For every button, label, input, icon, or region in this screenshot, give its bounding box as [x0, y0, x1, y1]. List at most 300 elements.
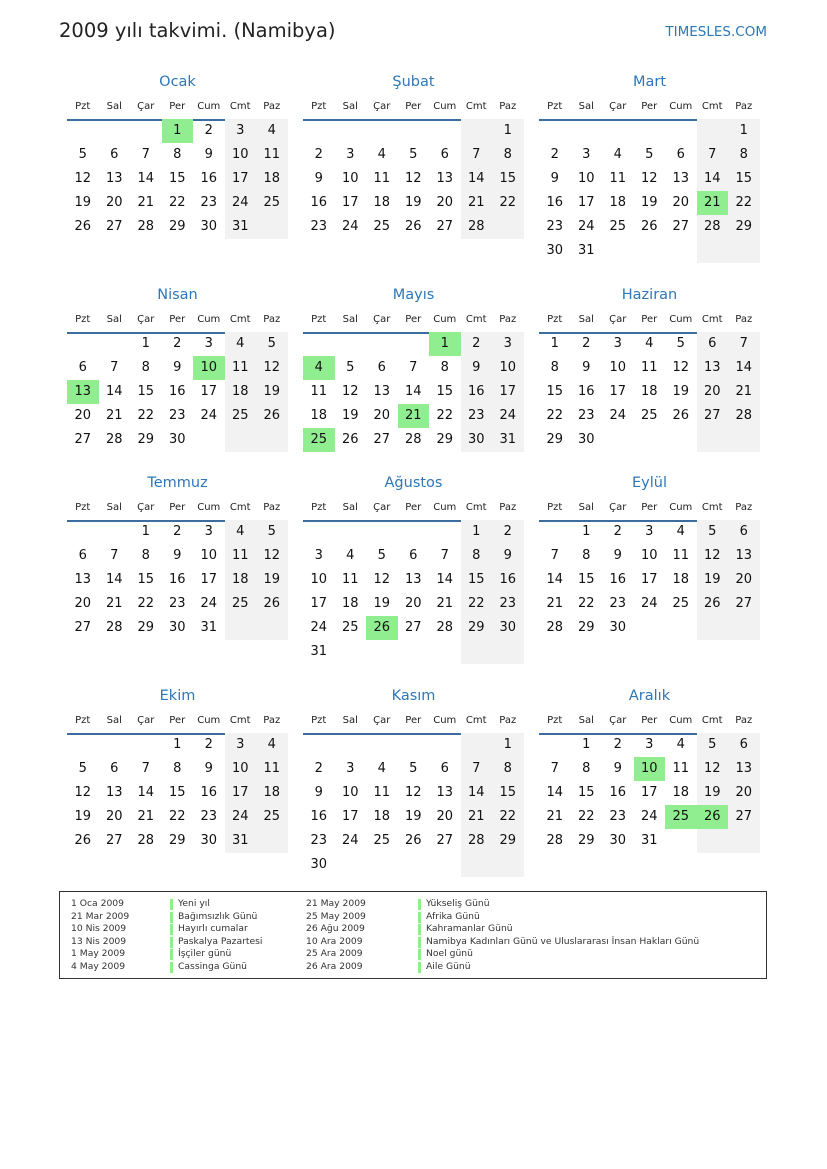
day-cell: 15: [168, 785, 186, 800]
day-cell: 23: [200, 809, 218, 824]
day-cell: 9: [461, 356, 493, 380]
day-cell: 6: [440, 147, 449, 162]
day-cell: 27: [404, 620, 422, 635]
weekday-label: Sal: [342, 101, 358, 112]
weekend-empty-cell: [461, 640, 493, 664]
legend-row: [306, 936, 827, 949]
day-cell: 24: [640, 596, 658, 611]
weekday-label: Sal: [106, 314, 122, 325]
day-cell: 13: [105, 171, 123, 186]
day-cell: 2: [613, 524, 622, 539]
day-cell: 29: [728, 215, 760, 239]
day-cell: 2: [314, 761, 323, 776]
day-cell: 7: [440, 548, 449, 563]
weekday-label: Paz: [263, 101, 281, 112]
day-cell: 1: [461, 520, 493, 544]
day-cell: 7: [728, 332, 760, 356]
day-cell: 13: [404, 572, 422, 587]
day-cell: 15: [577, 785, 595, 800]
day-cell: 16: [200, 785, 218, 800]
day-cell: 3: [225, 733, 257, 757]
weekend-empty-cell: [697, 119, 729, 143]
month-5: [303, 287, 524, 497]
day-cell: 19: [74, 809, 92, 824]
day-cell: 28: [436, 620, 454, 635]
day-cell: 21: [105, 596, 123, 611]
legend-date: 1 Oca 2009: [71, 898, 124, 909]
day-cell: 3: [314, 548, 323, 563]
day-cell: 27: [436, 833, 454, 848]
day-cell: 24: [225, 805, 257, 829]
day-cell: 2: [461, 332, 493, 356]
day-cell: 17: [341, 809, 359, 824]
day-cell: 2: [582, 336, 591, 351]
day-cell: 11: [225, 544, 257, 568]
legend-holiday-name: Yükseliş Günü: [426, 898, 490, 909]
day-cell: 16: [546, 195, 564, 210]
day-cell: 16: [310, 809, 328, 824]
day-cell: 26: [256, 592, 288, 616]
weekday-label: Pzt: [75, 314, 91, 325]
legend-marker: [170, 899, 173, 910]
weekday-label: Paz: [263, 502, 281, 513]
day-cell: 16: [577, 384, 595, 399]
day-cell: 31: [200, 620, 218, 635]
month-name: Ocak: [159, 74, 196, 90]
day-cell: 13: [373, 384, 391, 399]
day-cell: 12: [697, 544, 729, 568]
day-cell: 16: [168, 572, 186, 587]
day-cell: 21: [461, 805, 493, 829]
weekend-empty-cell: [697, 239, 729, 263]
weekday-header: [303, 314, 524, 334]
day-cell: 7: [141, 761, 150, 776]
weekend-empty-cell: [697, 616, 729, 640]
weekday-label: Cum: [669, 101, 693, 112]
weekend-empty-cell: [728, 829, 760, 853]
weekday-label: Cum: [669, 314, 693, 325]
weekday-header: [539, 715, 760, 735]
day-cell: 28: [546, 833, 564, 848]
weekday-label: Sal: [578, 101, 594, 112]
day-cell: 13: [728, 757, 760, 781]
month-8: [303, 475, 524, 685]
day-cell: 20: [105, 809, 123, 824]
day-cell: 14: [461, 167, 493, 191]
day-cell: 4: [645, 336, 654, 351]
day-cell: 19: [697, 568, 729, 592]
day-cell: 24: [640, 809, 658, 824]
day-cell: 22: [728, 191, 760, 215]
day-cell: 18: [373, 195, 391, 210]
day-cell: 19: [404, 195, 422, 210]
day-cell: 10: [640, 548, 658, 563]
weekday-label: Çar: [373, 101, 391, 112]
day-cell: 1: [141, 336, 150, 351]
day-cell: 27: [105, 219, 123, 234]
day-cell: 4: [225, 520, 257, 544]
day-cell: 26: [672, 408, 690, 423]
day-cell: 24: [200, 408, 218, 423]
weekend-empty-cell: [492, 853, 524, 877]
day-cell: 28: [546, 620, 564, 635]
legend-row: [306, 898, 827, 911]
day-cell: 11: [341, 572, 359, 587]
day-cell: 26: [341, 432, 359, 447]
day-cell: 17: [640, 572, 658, 587]
day-cell: 25: [672, 596, 690, 611]
day-cell: 29: [577, 620, 595, 635]
day-cell: 13: [436, 785, 454, 800]
day-cell: 19: [697, 781, 729, 805]
weekend-empty-cell: [256, 428, 288, 452]
holiday-day-cell: 25: [303, 428, 335, 452]
day-cell: 19: [404, 809, 422, 824]
day-cell: 17: [225, 781, 257, 805]
weekday-label: Çar: [609, 314, 627, 325]
day-cell: 18: [225, 380, 257, 404]
day-cell: 11: [256, 143, 288, 167]
day-cell: 20: [404, 596, 422, 611]
day-cell: 14: [728, 356, 760, 380]
day-cell: 9: [204, 761, 213, 776]
day-cell: 26: [256, 404, 288, 428]
day-cell: 19: [640, 195, 658, 210]
day-cell: 18: [256, 781, 288, 805]
weekday-header: [539, 101, 760, 121]
day-cell: 22: [168, 195, 186, 210]
day-cell: 14: [546, 785, 564, 800]
day-cell: 17: [310, 596, 328, 611]
weekday-label: Pzt: [547, 715, 563, 726]
weekday-label: Per: [169, 502, 186, 513]
weekday-label: Sal: [106, 502, 122, 513]
day-cell: 26: [404, 219, 422, 234]
weekday-label: Sal: [342, 314, 358, 325]
weekday-label: Pzt: [75, 101, 91, 112]
day-cell: 9: [204, 147, 213, 162]
day-cell: 5: [409, 147, 418, 162]
day-cell: 18: [640, 384, 658, 399]
day-cell: 5: [256, 332, 288, 356]
weekday-label: Cmt: [701, 314, 723, 325]
month-3: [539, 74, 760, 284]
day-cell: 11: [373, 171, 391, 186]
day-cell: 7: [461, 143, 493, 167]
day-cell: 20: [436, 809, 454, 824]
day-cell: 26: [640, 219, 658, 234]
weekday-label: Sal: [342, 502, 358, 513]
day-cell: 8: [550, 360, 559, 375]
weekday-label: Çar: [137, 502, 155, 513]
day-cell: 24: [492, 404, 524, 428]
weekday-header: [539, 502, 760, 522]
day-cell: 10: [577, 171, 595, 186]
day-cell: 29: [168, 833, 186, 848]
legend-marker: [418, 949, 421, 960]
day-cell: 18: [341, 596, 359, 611]
weekday-label: Pzt: [75, 715, 91, 726]
day-cell: 12: [672, 360, 690, 375]
day-cell: 4: [256, 119, 288, 143]
day-cell: 20: [436, 195, 454, 210]
day-cell: 27: [436, 219, 454, 234]
weekday-label: Cmt: [465, 715, 487, 726]
day-cell: 11: [640, 360, 658, 375]
day-cell: 1: [173, 737, 182, 752]
day-cell: 14: [436, 572, 454, 587]
day-cell: 25: [256, 805, 288, 829]
day-cell: 20: [105, 195, 123, 210]
day-cell: 20: [728, 568, 760, 592]
day-cell: 19: [256, 380, 288, 404]
day-cell: 30: [310, 857, 328, 872]
day-cell: 6: [110, 761, 119, 776]
day-cell: 24: [225, 191, 257, 215]
day-cell: 23: [577, 408, 595, 423]
legend-row: [306, 948, 827, 961]
weekend-empty-cell: [492, 640, 524, 664]
day-cell: 17: [609, 384, 627, 399]
day-cell: 11: [225, 356, 257, 380]
day-cell: 9: [582, 360, 591, 375]
weekday-label: Çar: [609, 715, 627, 726]
weekday-label: Cum: [433, 502, 457, 513]
day-cell: 1: [728, 119, 760, 143]
day-cell: 7: [110, 360, 119, 375]
day-cell: 30: [168, 620, 186, 635]
day-cell: 22: [492, 191, 524, 215]
weekday-label: Sal: [578, 502, 594, 513]
weekday-label: Paz: [735, 502, 753, 513]
day-cell: 15: [461, 568, 493, 592]
day-cell: 23: [609, 809, 627, 824]
month-name: Temmuz: [147, 475, 208, 491]
day-cell: 8: [141, 548, 150, 563]
day-cell: 8: [173, 147, 182, 162]
day-cell: 18: [225, 568, 257, 592]
weekday-label: Pzt: [311, 314, 327, 325]
day-cell: 7: [550, 761, 559, 776]
day-cell: 8: [728, 143, 760, 167]
legend-holiday-name: İşçiler günü: [178, 948, 232, 959]
weekday-label: Paz: [499, 101, 517, 112]
day-cell: 22: [546, 408, 564, 423]
day-cell: 2: [204, 737, 213, 752]
legend-column: [306, 898, 827, 973]
legend-row: [306, 911, 827, 924]
day-cell: 10: [341, 785, 359, 800]
day-cell: 30: [200, 219, 218, 234]
day-cell: 4: [676, 524, 685, 539]
day-cell: 28: [137, 833, 155, 848]
day-cell: 18: [373, 809, 391, 824]
day-cell: 14: [105, 572, 123, 587]
weekday-label: Cmt: [701, 101, 723, 112]
weekday-label: Per: [641, 715, 658, 726]
day-cell: 27: [672, 219, 690, 234]
weekday-label: Pzt: [75, 502, 91, 513]
day-cell: 5: [645, 147, 654, 162]
weekday-label: Çar: [373, 715, 391, 726]
day-cell: 11: [256, 757, 288, 781]
weekday-label: Cum: [197, 715, 221, 726]
weekday-label: Per: [169, 101, 186, 112]
day-cell: 17: [341, 195, 359, 210]
legend-holiday-name: Noel günü: [426, 948, 473, 959]
holiday-day-cell: 26: [366, 616, 398, 640]
day-cell: 23: [168, 596, 186, 611]
day-cell: 5: [697, 733, 729, 757]
day-cell: 3: [346, 761, 355, 776]
holiday-day-cell: 25: [665, 805, 697, 829]
day-cell: 31: [225, 215, 257, 239]
weekend-empty-cell: [461, 853, 493, 877]
day-cell: 4: [256, 733, 288, 757]
day-cell: 7: [110, 548, 119, 563]
weekday-label: Çar: [609, 101, 627, 112]
day-cell: 5: [78, 147, 87, 162]
weekend-empty-cell: [728, 616, 760, 640]
legend-holiday-name: Kahramanlar Günü: [426, 923, 513, 934]
day-cell: 5: [256, 520, 288, 544]
day-cell: 13: [436, 171, 454, 186]
weekday-label: Çar: [373, 314, 391, 325]
day-cell: 29: [492, 829, 524, 853]
legend-date: 1 May 2009: [71, 948, 126, 959]
day-cell: 1: [582, 524, 591, 539]
day-cell: 28: [404, 432, 422, 447]
month-name: Haziran: [621, 287, 678, 303]
day-cell: 12: [74, 171, 92, 186]
day-cell: 8: [492, 757, 524, 781]
day-cell: 5: [78, 761, 87, 776]
day-cell: 10: [225, 143, 257, 167]
day-cell: 14: [137, 171, 155, 186]
day-cell: 6: [728, 520, 760, 544]
day-cell: 17: [225, 167, 257, 191]
month-6: [539, 287, 760, 497]
weekday-label: Çar: [609, 502, 627, 513]
weekday-label: Cum: [433, 314, 457, 325]
legend-marker: [170, 912, 173, 923]
weekday-label: Cmt: [465, 502, 487, 513]
day-cell: 4: [377, 761, 386, 776]
weekday-label: Per: [405, 101, 422, 112]
weekday-label: Paz: [735, 715, 753, 726]
holiday-day-cell: 21: [697, 191, 729, 215]
day-cell: 22: [577, 596, 595, 611]
legend-date: 25 May 2009: [306, 910, 366, 922]
day-cell: 14: [404, 384, 422, 399]
day-cell: 24: [341, 833, 359, 848]
brand-link[interactable]: TIMESLES.COM: [665, 24, 767, 40]
day-cell: 25: [609, 219, 627, 234]
day-cell: 15: [577, 572, 595, 587]
day-cell: 11: [672, 761, 690, 776]
day-cell: 12: [256, 544, 288, 568]
weekday-label: Sal: [106, 715, 122, 726]
day-cell: 23: [461, 404, 493, 428]
holiday-day-cell: 26: [697, 805, 729, 829]
weekday-label: Per: [405, 502, 422, 513]
day-cell: 9: [314, 785, 323, 800]
day-cell: 31: [640, 833, 658, 848]
day-cell: 23: [310, 833, 328, 848]
day-cell: 14: [697, 167, 729, 191]
day-cell: 15: [728, 167, 760, 191]
day-cell: 21: [546, 596, 564, 611]
day-cell: 4: [676, 737, 685, 752]
day-cell: 30: [461, 428, 493, 452]
weekend-empty-cell: [728, 428, 760, 452]
legend-date: 25 Ara 2009: [306, 948, 363, 959]
day-cell: 20: [697, 380, 729, 404]
weekday-label: Per: [405, 314, 422, 325]
holiday-legend: [59, 891, 767, 979]
day-cell: 29: [137, 620, 155, 635]
day-cell: 5: [377, 548, 386, 563]
weekday-label: Cmt: [229, 502, 251, 513]
legend-marker: [418, 899, 421, 910]
day-cell: 12: [404, 785, 422, 800]
day-cell: 9: [173, 360, 182, 375]
weekday-label: Cum: [197, 502, 221, 513]
day-cell: 17: [640, 785, 658, 800]
legend-date: 26 Ağu 2009: [306, 923, 365, 934]
day-cell: 13: [728, 544, 760, 568]
month-name: Mayıs: [392, 287, 435, 303]
legend-holiday-name: Bağımsızlık Günü: [178, 910, 258, 922]
day-cell: 10: [341, 171, 359, 186]
day-cell: 25: [225, 592, 257, 616]
day-cell: 25: [256, 191, 288, 215]
day-cell: 12: [256, 356, 288, 380]
legend-holiday-name: Afrika Günü: [426, 910, 480, 922]
day-cell: 28: [697, 215, 729, 239]
month-name: Eylül: [632, 475, 667, 491]
day-cell: 25: [640, 408, 658, 423]
day-cell: 11: [672, 548, 690, 563]
weekday-label: Çar: [373, 502, 391, 513]
day-cell: 30: [609, 620, 627, 635]
day-cell: 8: [173, 761, 182, 776]
day-cell: 2: [204, 123, 213, 138]
legend-holiday-name: Hayırlı cumalar: [178, 923, 248, 934]
weekday-label: Pzt: [311, 502, 327, 513]
day-cell: 20: [74, 596, 92, 611]
day-cell: 19: [256, 568, 288, 592]
day-cell: 22: [577, 809, 595, 824]
day-cell: 30: [577, 432, 595, 447]
day-cell: 6: [728, 733, 760, 757]
day-cell: 23: [200, 195, 218, 210]
day-cell: 29: [137, 432, 155, 447]
weekday-label: Sal: [578, 715, 594, 726]
day-cell: 9: [613, 548, 622, 563]
day-cell: 8: [440, 360, 449, 375]
day-cell: 25: [341, 620, 359, 635]
day-cell: 18: [256, 167, 288, 191]
day-cell: 6: [697, 332, 729, 356]
day-cell: 7: [461, 757, 493, 781]
legend-marker: [170, 924, 173, 935]
day-cell: 17: [200, 572, 218, 587]
day-cell: 15: [168, 171, 186, 186]
day-cell: 13: [74, 572, 92, 587]
day-cell: 10: [200, 548, 218, 563]
holiday-day-cell: 21: [398, 404, 430, 428]
